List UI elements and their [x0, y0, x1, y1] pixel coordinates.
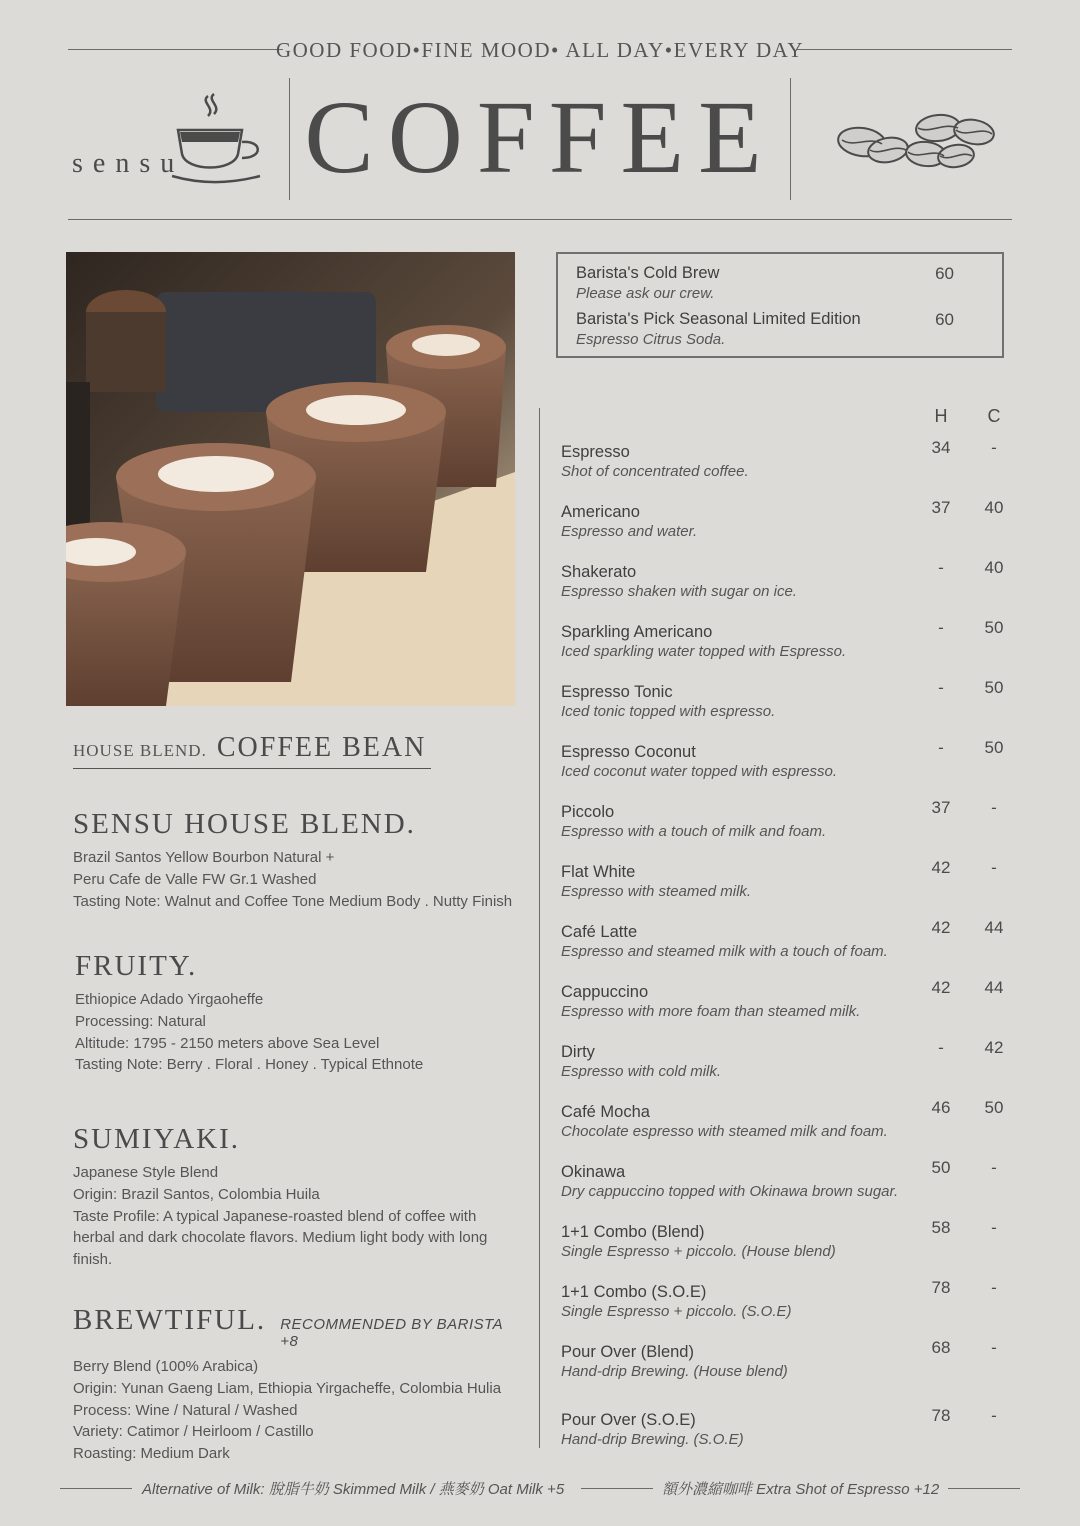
- blend-line: Origin: Brazil Santos, Colombia Huila: [73, 1185, 320, 1203]
- item-hot-price: -: [938, 678, 944, 697]
- item-hot-price: -: [938, 1038, 944, 1057]
- special-price: 60: [935, 310, 954, 329]
- blend-line: Origin: Yunan Gaeng Liam, Ethiopia Yirgacheffe, Colombia Hulia: [73, 1379, 502, 1397]
- item-desc: Espresso with cold milk.: [561, 1063, 722, 1080]
- special-desc: Please ask our crew.: [576, 285, 715, 302]
- special-name: Barista's Cold Brew: [576, 264, 720, 282]
- blend-line: Process: Wine / Natural / Washed: [73, 1401, 298, 1419]
- menu-item: [561, 618, 1021, 682]
- blend-name: FRUITY.: [75, 950, 198, 982]
- item-cold-price: 42: [984, 1038, 1004, 1057]
- item-desc: Chocolate espresso with steamed milk and foam.: [561, 1123, 888, 1140]
- menu-item: [561, 1406, 1021, 1470]
- section-label-small: HOUSE BLEND.: [73, 741, 207, 760]
- item-cold-price: -: [991, 1406, 997, 1425]
- item-cold-price: 50: [984, 618, 1004, 637]
- menu-item: [561, 1158, 1021, 1222]
- item-hot-price: -: [938, 738, 944, 757]
- item-desc: Iced coconut water topped with espresso.: [561, 763, 837, 780]
- item-name: Flat White: [561, 863, 636, 881]
- blend-line: Japanese Style Blend: [73, 1164, 219, 1181]
- menu-item: [561, 1098, 1021, 1162]
- menu-item: [561, 738, 1021, 802]
- item-desc: Hand-drip Brewing. (House blend): [561, 1363, 788, 1380]
- item-name: Pour Over (Blend): [561, 1343, 694, 1361]
- blend-line: Tasting Note: Walnut and Coffee Tone Medium Body . Nutty Finish: [73, 892, 513, 910]
- blend-line: Variety: Catimor / Heirloom / Castillo: [73, 1423, 314, 1441]
- item-name: Sparkling Americano: [561, 623, 713, 641]
- blend-name: SUMIYAKI.: [73, 1123, 241, 1155]
- blend-line: Berry Blend (100% Arabica): [73, 1358, 259, 1375]
- blend-line: Altitude: 1795 - 2150 meters above Sea Level: [75, 1034, 380, 1052]
- item-desc: Espresso and steamed milk with a touch of foam.: [561, 943, 888, 960]
- item-desc: Hand-drip Brewing. (S.O.E): [561, 1431, 744, 1448]
- menu-item: [561, 1278, 1021, 1342]
- blend-line: herbal and dark chocolate flavors. Medium light body with long: [73, 1229, 488, 1247]
- footer-rule-middle: [581, 1488, 653, 1489]
- blend-fruity: [75, 950, 525, 1076]
- blend-line: Ethiopice Adado Yirgaoheffe: [75, 991, 264, 1008]
- blend-line: Roasting: Medium Dark: [73, 1445, 230, 1463]
- blend-line: Processing: Natural: [75, 1012, 206, 1030]
- item-hot-price: -: [938, 618, 944, 637]
- blend-line: Brazil Santos Yellow Bourbon Natural +: [73, 849, 335, 866]
- recommended-badge: RECOMMENDED BY BARISTA +8: [280, 1316, 503, 1350]
- header-divider-right: [790, 78, 791, 200]
- tagline: GOOD FOOD•FINE MOOD• ALL DAY•EVERY DAY: [275, 38, 805, 62]
- item-hot-price: 37: [931, 798, 951, 817]
- item-desc: Single Espresso + piccolo. (House blend): [561, 1243, 836, 1260]
- item-hot-price: 34: [931, 438, 951, 457]
- coffee-beans-icon: [834, 104, 998, 174]
- item-desc: Single Espresso + piccolo. (S.O.E): [561, 1303, 792, 1320]
- item-desc: Espresso shaken with sugar on ice.: [561, 583, 797, 600]
- item-name: Café Latte: [561, 923, 638, 941]
- item-cold-price: 44: [984, 978, 1004, 997]
- special-price: 60: [935, 264, 954, 283]
- special-item: [576, 310, 984, 356]
- special-item: [576, 264, 984, 310]
- coffee-photo: [66, 252, 515, 706]
- item-name: Pour Over (S.O.E): [561, 1411, 696, 1429]
- footer-rule-left: [60, 1488, 132, 1489]
- item-desc: Espresso and water.: [561, 523, 698, 540]
- item-cold-price: 40: [984, 558, 1004, 577]
- extra-shot-note: 額外濃縮咖啡 Extra Shot of Espresso +12: [662, 1481, 940, 1498]
- item-hot-price: 42: [931, 918, 951, 937]
- item-cold-price: -: [991, 1338, 997, 1357]
- column-cold-label: C: [987, 406, 1001, 426]
- item-hot-price: 46: [931, 1098, 951, 1117]
- special-name: Barista's Pick Seasonal Limited Edition: [576, 310, 861, 328]
- item-name: Cappuccino: [561, 983, 649, 1001]
- blend-sensu-house: [73, 808, 523, 912]
- menu-item: [561, 798, 1021, 862]
- coffee-bean-heading: [73, 732, 431, 769]
- item-cold-price: 50: [984, 678, 1004, 697]
- section-label-big: COFFEE BEAN: [216, 732, 427, 763]
- item-name: Americano: [561, 503, 640, 521]
- item-cold-price: -: [991, 1278, 997, 1297]
- header-rule-bottom: [68, 219, 1012, 220]
- item-hot-price: 78: [931, 1406, 951, 1425]
- item-desc: Iced sparkling water topped with Espresso.: [561, 643, 847, 660]
- menu-item: [561, 918, 1021, 982]
- footer-rule-right: [948, 1488, 1020, 1489]
- item-cold-price: -: [991, 1218, 997, 1237]
- item-cold-price: 40: [984, 498, 1004, 517]
- item-hot-price: 37: [931, 498, 951, 517]
- menu-item: [561, 678, 1021, 742]
- item-hot-price: 42: [931, 858, 951, 877]
- item-hot-price: -: [938, 558, 944, 577]
- brand-name: sensu: [72, 148, 185, 179]
- item-desc: Shot of concentrated coffee.: [561, 463, 749, 480]
- item-name: 1+1 Combo (Blend): [561, 1223, 705, 1241]
- menu-item: [561, 438, 1021, 502]
- item-desc: Espresso with a touch of milk and foam.: [561, 823, 827, 840]
- item-desc: Espresso with steamed milk.: [561, 883, 752, 900]
- item-cold-price: 50: [984, 1098, 1004, 1117]
- item-cold-price: -: [991, 858, 997, 877]
- blend-sumiyaki: [73, 1123, 523, 1271]
- item-cold-price: 50: [984, 738, 1004, 757]
- item-name: Okinawa: [561, 1163, 626, 1181]
- item-name: Café Mocha: [561, 1103, 650, 1121]
- item-cold-price: -: [991, 798, 997, 817]
- page-title: COFFEE: [304, 80, 776, 195]
- item-hot-price: 78: [931, 1278, 951, 1297]
- special-desc: Espresso Citrus Soda.: [576, 331, 726, 348]
- item-name: Espresso: [561, 443, 630, 461]
- blend-line: finish.: [73, 1251, 113, 1269]
- item-name: Shakerato: [561, 563, 637, 581]
- blend-line: Peru Cafe de Valle FW Gr.1 Washed: [73, 870, 317, 888]
- blend-line: Taste Profile: A typical Japanese-roasted blend of coffee with: [73, 1207, 477, 1225]
- item-name: Piccolo: [561, 803, 615, 821]
- item-hot-price: 50: [931, 1158, 951, 1177]
- item-name: Espresso Coconut: [561, 743, 696, 761]
- blend-name: SENSU HOUSE BLEND.: [73, 808, 416, 840]
- item-hot-price: 58: [931, 1218, 951, 1237]
- blend-name: BREWTIFUL.: [73, 1304, 267, 1336]
- blend-name-row: [73, 1304, 523, 1350]
- column-divider: [539, 408, 540, 1448]
- blend-brewtiful: [73, 1304, 523, 1465]
- item-desc: Espresso with more foam than steamed milk.: [561, 1003, 861, 1020]
- item-cold-price: -: [991, 1158, 997, 1177]
- milk-alternative-note: Alternative of Milk: 脫脂牛奶 Skimmed Milk / 燕麥奶 Oat Milk +5: [142, 1481, 565, 1498]
- specials-box: [556, 252, 1004, 358]
- item-name: Dirty: [561, 1043, 595, 1061]
- menu-item: [561, 558, 1021, 622]
- menu-item: [561, 1038, 1021, 1102]
- menu-item: [561, 1218, 1021, 1282]
- blend-line: Tasting Note: Berry . Floral . Honey . Typical Ethnote: [75, 1056, 424, 1074]
- column-hot-label: H: [934, 406, 948, 426]
- item-hot-price: 68: [931, 1338, 951, 1357]
- coffee-cup-icon: [170, 92, 266, 186]
- menu-item: [561, 498, 1021, 562]
- item-hot-price: 42: [931, 978, 951, 997]
- item-cold-price: -: [991, 438, 997, 457]
- menu-item: [561, 978, 1021, 1042]
- item-cold-price: 44: [984, 918, 1004, 937]
- item-name: Espresso Tonic: [561, 683, 673, 701]
- menu-item: [561, 858, 1021, 922]
- item-desc: Dry cappuccino topped with Okinawa brown sugar.: [561, 1183, 899, 1200]
- item-name: 1+1 Combo (S.O.E): [561, 1283, 707, 1301]
- menu-item: [561, 1338, 1021, 1402]
- item-desc: Iced tonic topped with espresso.: [561, 703, 776, 720]
